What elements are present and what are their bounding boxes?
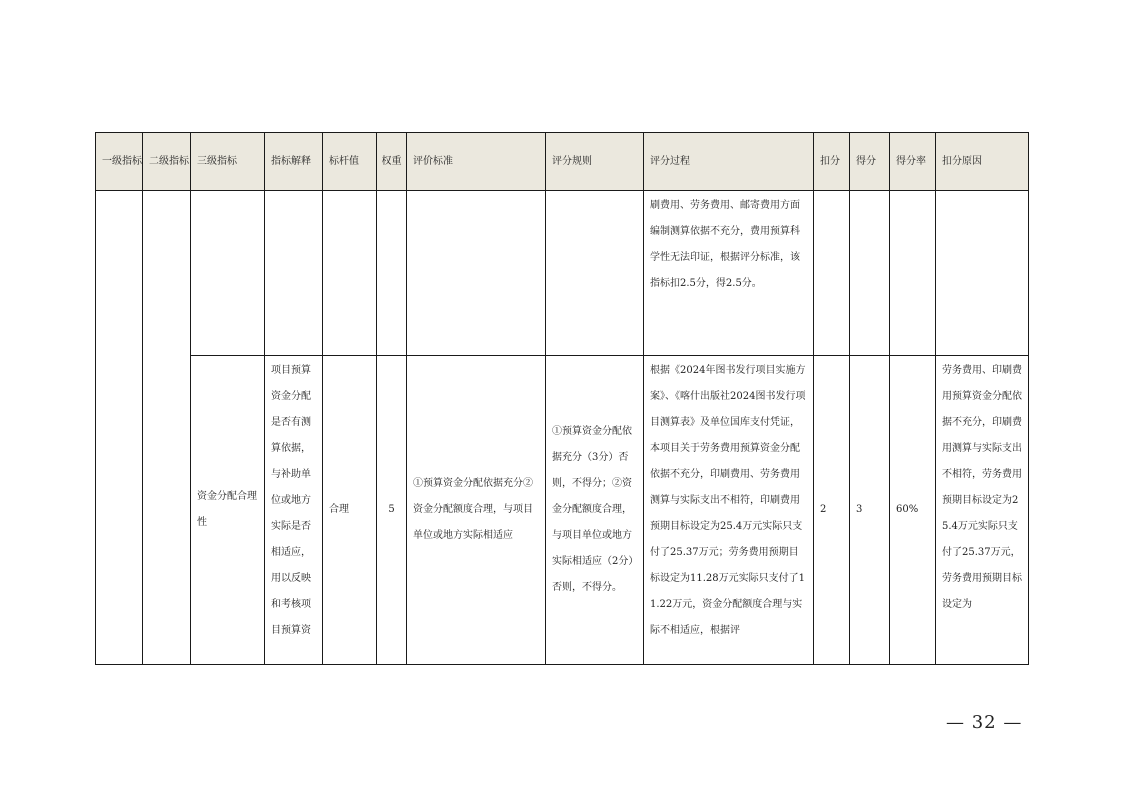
header-standard: 评价标准 [407,133,546,191]
cell-deduct [814,356,850,665]
deduct-text: 2 [820,504,827,515]
cell-standard [407,191,546,356]
cell-benchmark [323,191,377,356]
cell-reason [936,356,1029,665]
explain-text: 项目预算资金分配是否有测算依据，与补助单位或地方实际是否相适应，用以反映和考核项目预算资 [271,365,311,636]
cell-score [850,356,890,665]
cell-explain [265,356,323,665]
cell-level3 [191,356,265,665]
benchmark-text: 合理 [329,504,349,515]
header-level3: 三级指标 [191,133,265,191]
cell-rule [546,356,644,665]
rule-text: ①预算资金分配依据充分（3分）否则，不得分；②资金分配额度合理，与项目单位或地方实际相适应（2分）否则，不得分。 [552,426,634,593]
header-level1: 一级指标 [96,133,143,191]
rate-text: 60% [896,504,919,515]
process-text: 刷费用、劳务费用、邮寄费用方面编制测算依据不充分，费用预算科学性无法印证，根据评分标准，该指标扣2.5分，得2.5分。 [650,200,800,289]
cell-level3 [191,191,265,356]
cell-deduct [814,191,850,356]
cell-weight [377,356,407,665]
cell-benchmark [323,356,377,665]
header-rate: 得分率 [890,133,936,191]
evaluation-table-container [95,132,1028,660]
standard-text: ①预算资金分配依据充分②资金分配额度合理，与项目单位或地方实际相适应 [413,478,533,541]
header-process: 评分过程 [644,133,814,191]
weight-text: 5 [388,504,395,515]
header-weight: 权重 [377,133,407,191]
table-row [96,191,1029,356]
level3-text: 资金分配合理性 [197,491,257,528]
cell-score [850,191,890,356]
score-text: 3 [856,504,863,515]
process-text: 根据《2024年图书发行项目实施方案》、《喀什出版社2024图书发行项目测算表》及单位国库支付凭证，本项目关于劳务费用预算资金分配依据不充分，印刷费用、劳务费用测算与实际支出不相符，印刷费用预期目标设定为25.4万元实际只支付了25.37万元；劳务费用预期目标设定为11.28万元实际只支付了11.22万元，资金分配额度合理与实际不相适应，根据评 [650,365,806,636]
header-score: 得分 [850,133,890,191]
page-number: — 32 — [946,712,1023,733]
cell-rate [890,191,936,356]
cell-explain [265,191,323,356]
cell-level1 [96,191,143,665]
header-reason: 扣分原因 [936,133,1029,191]
header-rule: 评分规则 [546,133,644,191]
header-level2: 二级指标 [143,133,191,191]
reason-text: 劳务费用、印刷费用预算资金分配依据不充分，印刷费用测算与实际支出不相符，劳务费用预期目标设定为25.4万元实际只支付了25.37万元，劳务费用预期目标设定为 [942,365,1022,610]
header-benchmark: 标杆值 [323,133,377,191]
cell-standard [407,356,546,665]
cell-level2 [143,191,191,665]
header-deduct: 扣分 [814,133,850,191]
cell-rule [546,191,644,356]
cell-weight [377,191,407,356]
cell-process [644,191,814,356]
cell-rate [890,356,936,665]
table-row [96,356,1029,665]
cell-process [644,356,814,665]
header-explain: 指标解释 [265,133,323,191]
evaluation-table [95,132,1029,665]
cell-reason [936,191,1029,356]
table-header-row [96,133,1029,191]
